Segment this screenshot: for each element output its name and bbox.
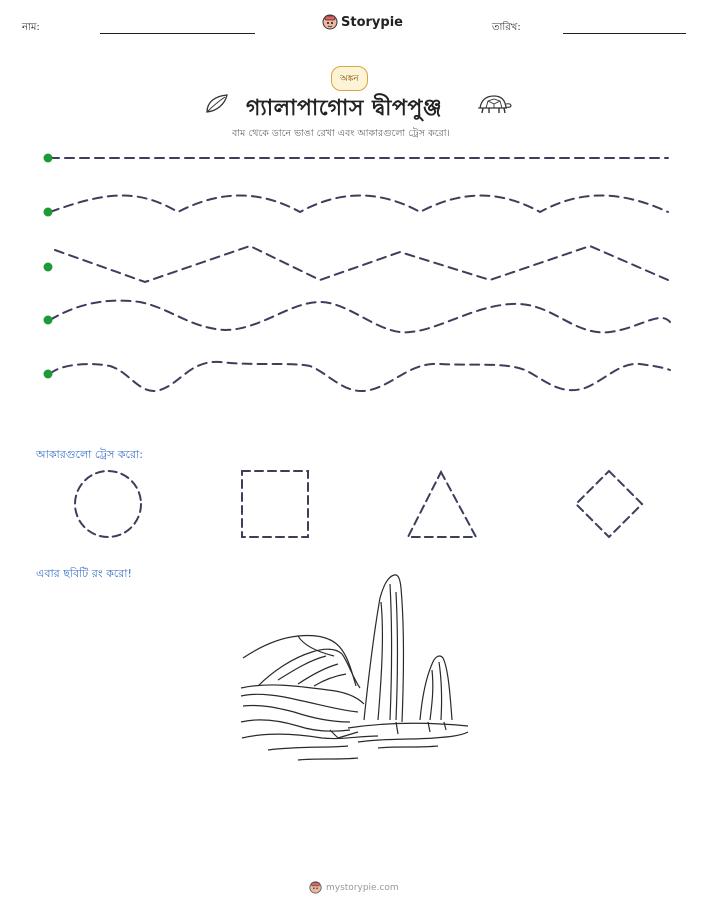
start-dot bbox=[44, 316, 53, 325]
start-dot bbox=[44, 370, 53, 379]
footer-url[interactable]: mystorypie.com bbox=[326, 882, 399, 893]
name-field[interactable] bbox=[100, 33, 255, 34]
brand-name: Storypie bbox=[341, 14, 403, 30]
diamond-shape[interactable] bbox=[576, 471, 642, 537]
tracing-area bbox=[0, 140, 709, 400]
footer bbox=[309, 881, 399, 894]
leaf-icon bbox=[203, 92, 231, 116]
name-label: নাম: bbox=[22, 22, 40, 33]
wave-dashed-line[interactable] bbox=[50, 301, 670, 333]
triangle-shape[interactable] bbox=[408, 472, 476, 537]
start-dot bbox=[44, 154, 53, 163]
category-badge: অঙ্কন bbox=[331, 66, 368, 91]
square-shape[interactable] bbox=[242, 471, 308, 537]
page-title: গ্যালাপাগোস দ্বীপপুঞ্জ bbox=[246, 96, 443, 121]
tortoise-icon bbox=[474, 92, 512, 116]
start-dot bbox=[44, 208, 53, 217]
gentle-wave-dashed-line[interactable] bbox=[50, 196, 668, 213]
circle-shape[interactable] bbox=[75, 471, 141, 537]
shapes-area bbox=[0, 460, 709, 550]
start-dot bbox=[44, 263, 53, 272]
date-label: তারিখ: bbox=[492, 22, 521, 33]
mascot-icon bbox=[309, 881, 322, 894]
galapagos-rock-illustration[interactable] bbox=[238, 572, 472, 768]
mascot-icon bbox=[322, 14, 338, 30]
zigzag-dashed-line[interactable] bbox=[55, 246, 668, 282]
coloring-heading: এবার ছবিটি রং করো! bbox=[36, 567, 132, 580]
instructions: বাম থেকে ডানে ভাঙা রেখা এবং আকারগুলো ট্রেস করো। bbox=[232, 128, 450, 139]
shapes-heading: আকারগুলো ট্রেস করো: bbox=[36, 448, 143, 461]
bumpy-wave-dashed-line[interactable] bbox=[50, 362, 670, 391]
storypie-logo bbox=[322, 14, 403, 30]
date-field[interactable] bbox=[563, 33, 686, 34]
